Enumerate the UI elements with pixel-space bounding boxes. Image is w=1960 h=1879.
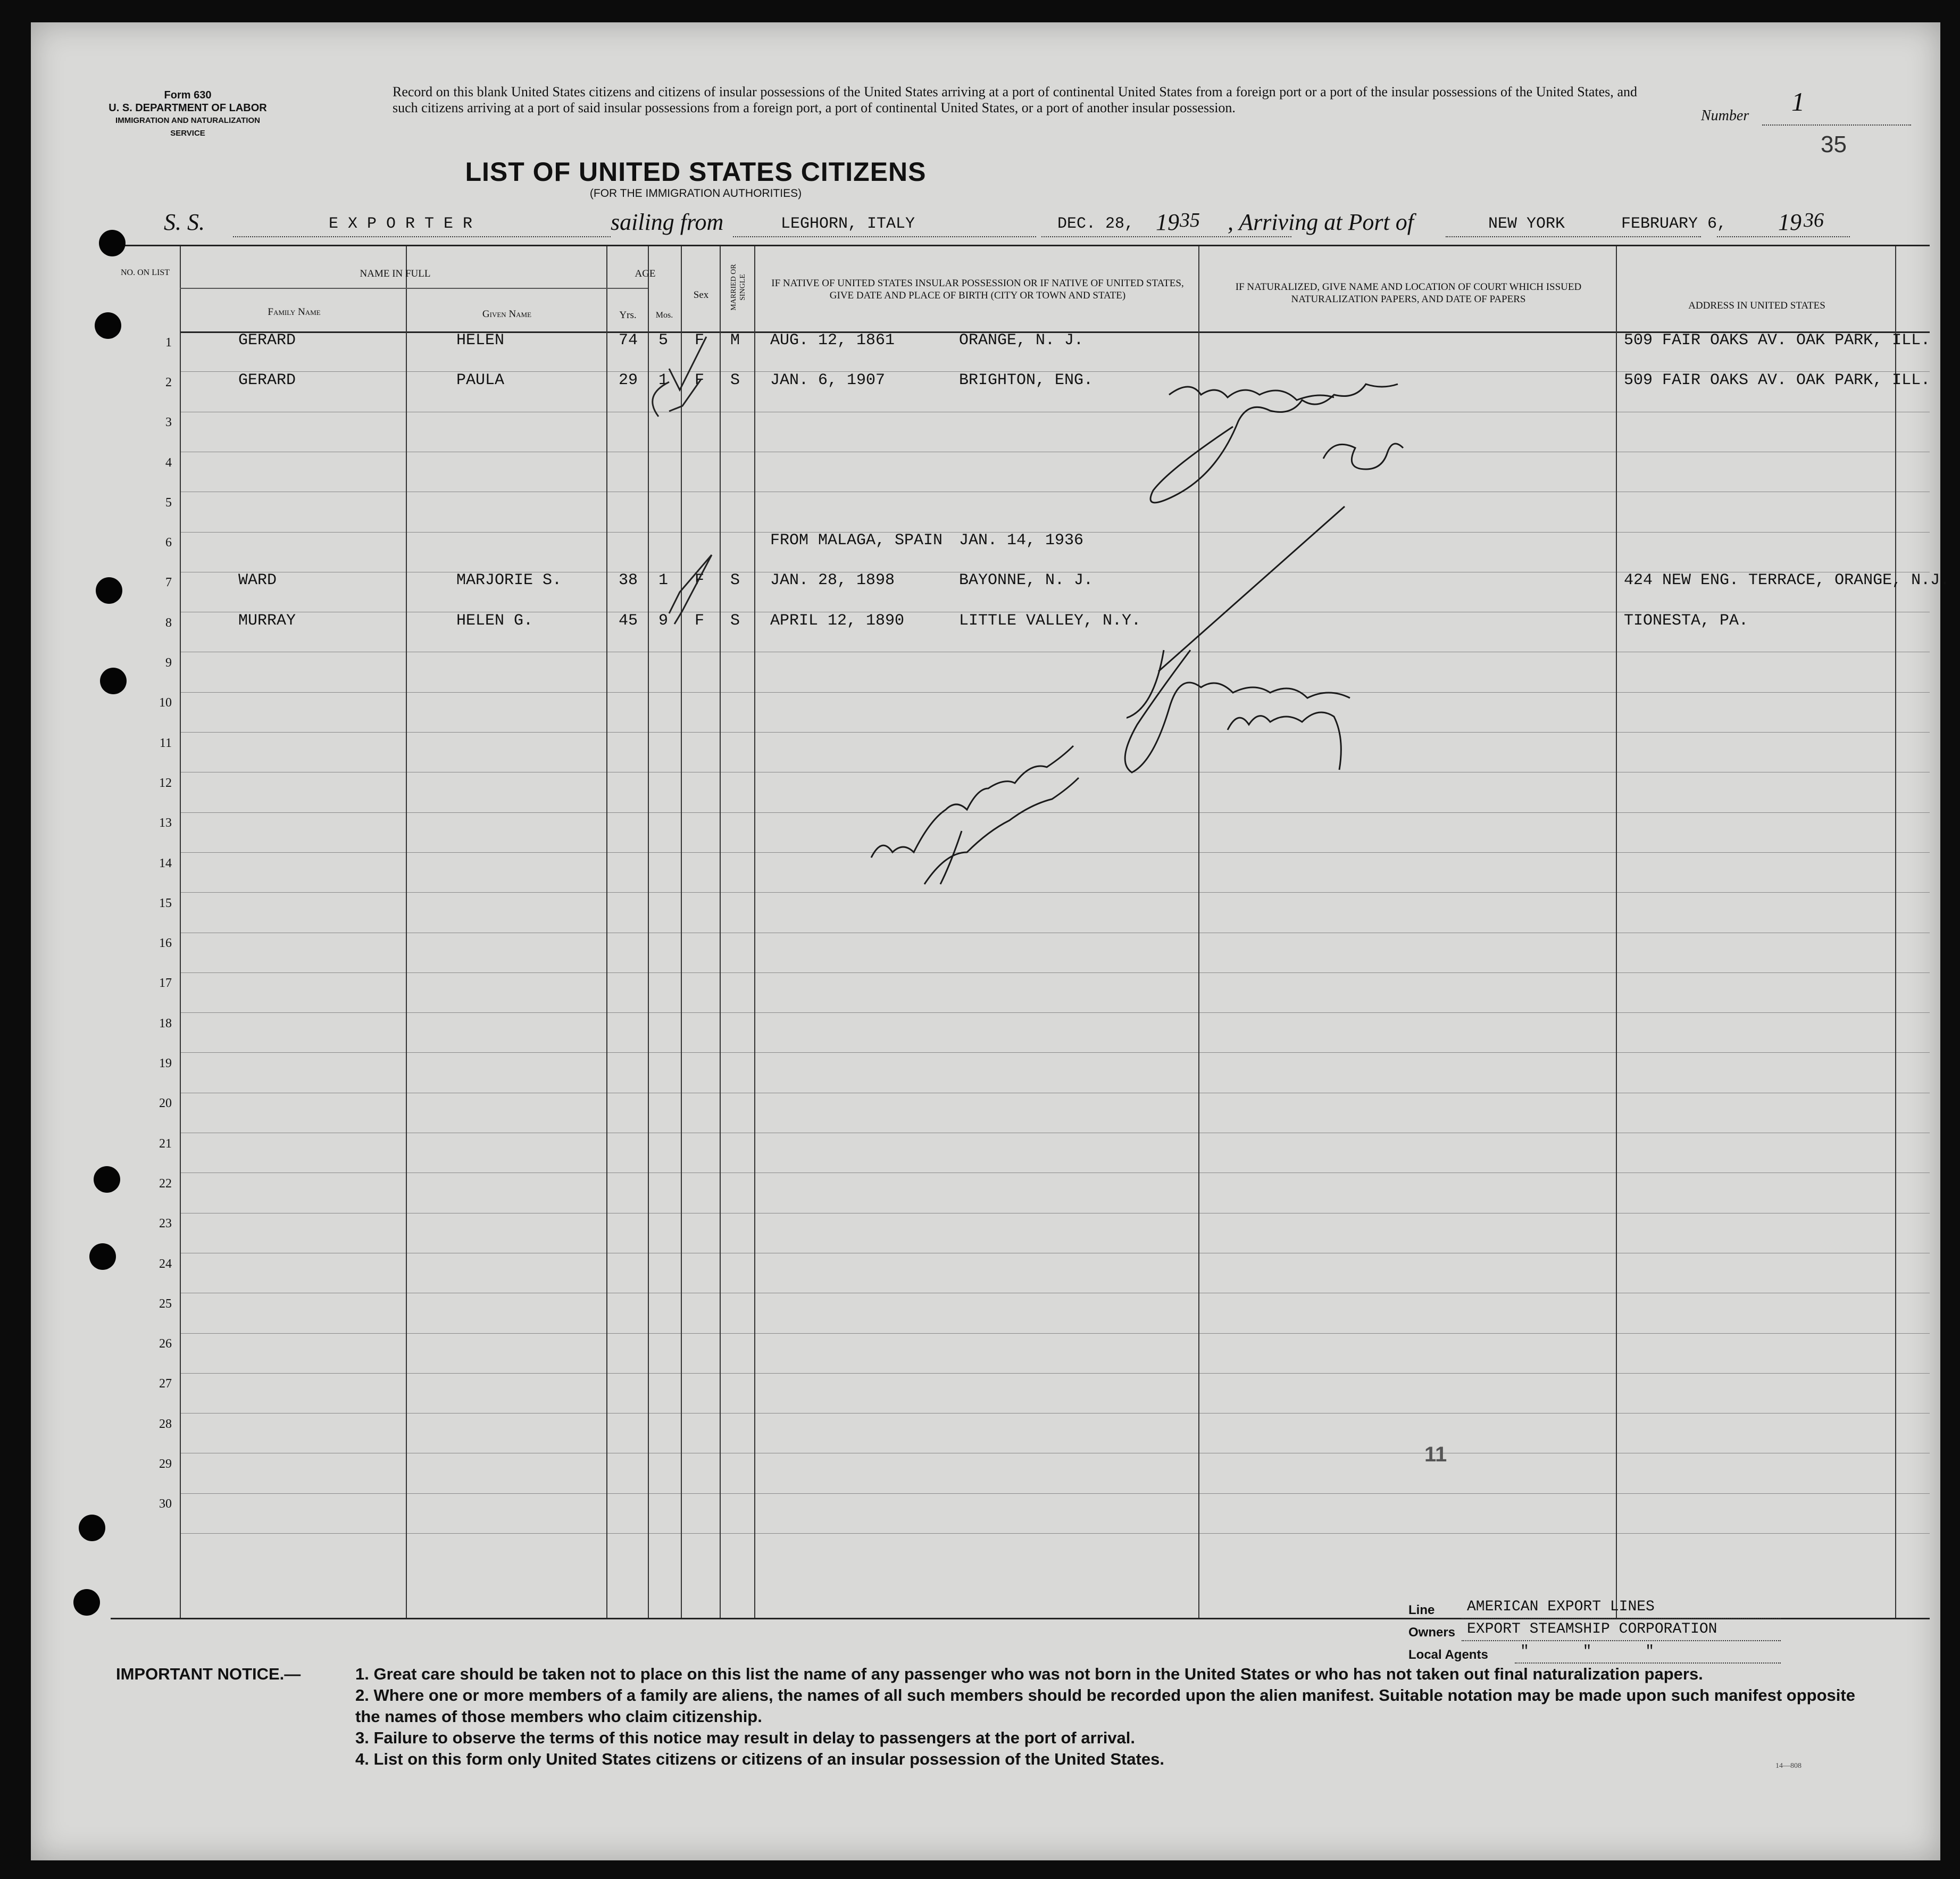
departure-year-suffix: 35 xyxy=(1180,209,1200,231)
table-row xyxy=(111,972,1930,993)
birth-date: JAN. 6, 1907 xyxy=(770,371,886,389)
age-months: 9 xyxy=(658,611,669,630)
address: 509 FAIR OAKS AV. OAK PARK, ILL. xyxy=(1624,371,1931,389)
list-number: 6 xyxy=(165,536,172,550)
family-name: GERARD xyxy=(238,371,296,389)
birth-date: FROM MALAGA, SPAIN xyxy=(770,531,943,550)
number-value: 1 xyxy=(1791,87,1805,117)
row-rule xyxy=(180,1533,1930,1534)
list-number: 16 xyxy=(159,936,172,951)
birth-date: AUG. 12, 1861 xyxy=(770,331,895,350)
arrival-date: FEBRUARY 6, xyxy=(1621,215,1727,233)
list-number: 25 xyxy=(159,1296,172,1311)
age-months: 5 xyxy=(658,331,669,350)
check-marks xyxy=(589,326,791,752)
table-row xyxy=(111,652,1930,673)
master-signature xyxy=(839,698,1137,911)
list-number: 19 xyxy=(159,1057,172,1071)
table-row xyxy=(111,612,1930,633)
table-row xyxy=(111,1373,1930,1394)
family-name: MURRAY xyxy=(238,611,296,630)
list-number: 22 xyxy=(159,1176,172,1191)
service-name: IMMIGRATION AND NATURALIZATION SERVICE xyxy=(115,116,260,138)
notice-title: IMPORTANT NOTICE.— xyxy=(116,1665,301,1683)
sex: F xyxy=(695,611,705,630)
carrier-info xyxy=(1408,1600,1887,1667)
line-label: Line xyxy=(1408,1603,1435,1617)
col-naturalized: IF NATURALIZED, GIVE NAME AND LOCATION OF COURT WHICH ISSUED NATURALIZATION PAPERS, AND DATE OF PAPERS xyxy=(1235,281,1582,305)
binder-hole xyxy=(100,668,127,694)
departure-year-prefix: 19 xyxy=(1156,209,1179,235)
age-years: 38 xyxy=(619,571,638,590)
birth-place: ORANGE, N. J. xyxy=(959,331,1084,350)
address: 509 FAIR OAKS AV. OAK PARK, ILL. xyxy=(1624,331,1931,350)
department-name: U. S. DEPARTMENT OF LABOR xyxy=(109,102,267,114)
list-number: 24 xyxy=(159,1257,172,1271)
binder-hole xyxy=(96,577,122,604)
stamp-number: 35 xyxy=(1821,131,1847,157)
col-given: Given Name xyxy=(482,309,532,320)
table-row xyxy=(111,1333,1930,1354)
list-number: 21 xyxy=(159,1136,172,1151)
col-sex: Sex xyxy=(693,289,709,301)
table-row xyxy=(111,1012,1930,1034)
birth-place: LITTLE VALLEY, N.Y. xyxy=(959,611,1141,630)
binder-hole xyxy=(79,1515,105,1541)
given-name: PAULA xyxy=(456,371,505,389)
age-years: 74 xyxy=(619,331,638,350)
sailing-label: sailing from xyxy=(611,209,724,235)
number-field xyxy=(1701,87,1914,129)
list-number: 3 xyxy=(165,415,172,430)
col-married: MARRIED OR SINGLE xyxy=(730,264,747,311)
arriving-label: , Arriving at Port of xyxy=(1228,209,1414,235)
given-name: MARJORIE S. xyxy=(456,571,562,590)
arrival-port: NEW YORK xyxy=(1488,215,1565,233)
list-number: 13 xyxy=(159,816,172,830)
table-row xyxy=(111,331,1930,353)
table-row xyxy=(111,1253,1930,1274)
list-number: 15 xyxy=(159,896,172,910)
passenger-table xyxy=(111,245,1950,1619)
title-block xyxy=(31,156,1361,200)
notice-item: 1. Great care should be taken not to place on this list the name of any passenger who was not born in the United States or who has not taken out final naturalization papers. xyxy=(355,1665,1703,1683)
record-instruction: Record on this blank United States citizens and citizens of insular possessions of the United States arriving at a port of continental United States from a foreign port or a port of the insular possessions of the United States, and such citizens arriving at a port of said insular possessions from a foreign port, a port of continental United States, or a port of another insular possession. xyxy=(393,84,1637,115)
table-row xyxy=(111,1173,1930,1194)
address: TIONESTA, PA. xyxy=(1624,611,1749,630)
given-name: HELEN xyxy=(456,331,505,350)
col-yrs: Yrs. xyxy=(619,310,637,321)
marital-status: S xyxy=(730,611,740,630)
table-row xyxy=(111,571,1950,593)
ship-name: E X P O R T E R xyxy=(329,215,473,233)
page-title: LIST OF UNITED STATES CITIZENS xyxy=(465,157,927,187)
page-mark: 11 xyxy=(1424,1443,1447,1466)
binder-hole xyxy=(94,1166,120,1193)
table-row xyxy=(111,932,1930,953)
table-row xyxy=(111,371,1930,393)
form-designation xyxy=(100,89,276,140)
binder-hole xyxy=(95,312,121,339)
table-row xyxy=(111,492,1930,513)
marital-status: S xyxy=(730,571,740,590)
list-number: 26 xyxy=(159,1337,172,1351)
col-mos: Mos. xyxy=(655,311,673,320)
sex: F xyxy=(695,371,705,389)
family-name: WARD xyxy=(238,571,277,590)
owners-value: EXPORT STEAMSHIP CORPORATION xyxy=(1467,1621,1717,1637)
sex: F xyxy=(695,571,705,590)
notice-item: 3. Failure to observe the terms of this notice may result in delay to passengers at the port of arrival. xyxy=(355,1728,1136,1747)
address: 424 NEW ENG. TERRACE, ORANGE, N.J. xyxy=(1624,571,1950,590)
list-number: 27 xyxy=(159,1377,172,1391)
owners-label: Owners xyxy=(1408,1625,1456,1640)
col-address: ADDRESS IN UNITED STATES xyxy=(1688,300,1825,311)
line-value: AMERICAN EXPORT LINES xyxy=(1467,1599,1655,1615)
form-code: 14—808 xyxy=(1775,1762,1801,1770)
col-name-in-full: NAME IN FULL xyxy=(360,268,431,279)
departure-port: LEGHORN, ITALY xyxy=(781,215,915,233)
table-row xyxy=(111,1212,1930,1234)
birth-date: APRIL 12, 1890 xyxy=(770,611,905,630)
list-number: 5 xyxy=(165,495,172,510)
sex: F xyxy=(695,331,705,350)
list-number: 23 xyxy=(159,1217,172,1231)
voyage-line xyxy=(164,209,1892,240)
marital-status: S xyxy=(730,371,740,389)
arrival-year-suffix: 36 xyxy=(1804,209,1824,231)
table-row xyxy=(111,1293,1930,1314)
list-number: 11 xyxy=(159,736,172,750)
form-number: Form 630 xyxy=(164,89,212,101)
table-row xyxy=(111,411,1930,433)
ss-label: S. S. xyxy=(164,209,205,235)
col-family: Family Name xyxy=(268,306,321,318)
list-number: 4 xyxy=(165,455,172,470)
list-number: 1 xyxy=(165,335,172,350)
birth-place: BAYONNE, N. J. xyxy=(959,571,1094,590)
family-name: GERARD xyxy=(238,331,296,350)
col-birth: IF NATIVE OF UNITED STATES INSULAR POSSESSION OR IF NATIVE OF UNITED STATES, GIVE DATE AND PLACE OF BIRTH (CITY OR TOWN AND STATE) xyxy=(771,278,1184,301)
table-row xyxy=(111,1413,1930,1434)
birth-place: BRIGHTON, ENG. xyxy=(959,371,1094,389)
list-number: 28 xyxy=(159,1417,172,1431)
list-number: 2 xyxy=(165,375,172,389)
list-number: 14 xyxy=(159,856,172,870)
binder-hole xyxy=(99,230,126,256)
arrival-year-prefix: 19 xyxy=(1778,209,1801,235)
notice-list xyxy=(355,1664,1871,1770)
number-label: Number xyxy=(1701,107,1749,124)
table-row xyxy=(111,1493,1930,1514)
table-row xyxy=(111,1052,1930,1074)
departure-date: DEC. 28, xyxy=(1057,215,1135,233)
list-number: 18 xyxy=(159,1016,172,1030)
agents-label: Local Agents xyxy=(1408,1648,1488,1662)
list-number: 10 xyxy=(159,696,172,710)
manifest-sheet xyxy=(31,22,1950,1860)
list-number: 9 xyxy=(165,656,172,670)
table-row xyxy=(111,1453,1930,1474)
age-months: 1 xyxy=(658,371,669,389)
table-row xyxy=(111,1133,1930,1154)
list-number: 12 xyxy=(159,776,172,790)
binder-hole xyxy=(73,1589,100,1616)
col-age: AGE xyxy=(635,268,656,279)
col-no: NO. ON LIST xyxy=(121,268,170,277)
age-months: 1 xyxy=(658,571,669,590)
notice-item: 2. Where one or more members of a family are aliens, the names of all such members should be recorded upon the alien manifest. Suitable notation may be made upon such manifest opposite the names of those members who claim citizenship. xyxy=(355,1686,1855,1726)
age-years: 45 xyxy=(619,611,638,630)
list-number: 7 xyxy=(165,576,172,590)
list-number: 8 xyxy=(165,616,172,630)
table-row xyxy=(111,1092,1930,1113)
marital-status: M xyxy=(730,331,740,350)
notice-item: 4. List on this form only United States citizens or citizens of an insular possession of the United States. xyxy=(355,1750,1164,1768)
list-number: 17 xyxy=(159,976,172,991)
list-number: 29 xyxy=(159,1457,172,1471)
table-row xyxy=(111,531,1930,553)
list-number: 30 xyxy=(159,1497,172,1511)
birth-date: JAN. 28, 1898 xyxy=(770,571,895,590)
age-years: 29 xyxy=(619,371,638,389)
agents-value: " " " xyxy=(1520,1643,1655,1660)
table-row xyxy=(111,452,1930,473)
list-number: 20 xyxy=(159,1096,172,1111)
given-name: HELEN G. xyxy=(456,611,533,630)
inspector-signature-2 xyxy=(1084,639,1478,852)
page-subtitle: (FOR THE IMMIGRATION AUTHORITIES) xyxy=(589,187,802,199)
birth-place: JAN. 14, 1936 xyxy=(959,531,1084,550)
binder-hole xyxy=(89,1243,116,1270)
